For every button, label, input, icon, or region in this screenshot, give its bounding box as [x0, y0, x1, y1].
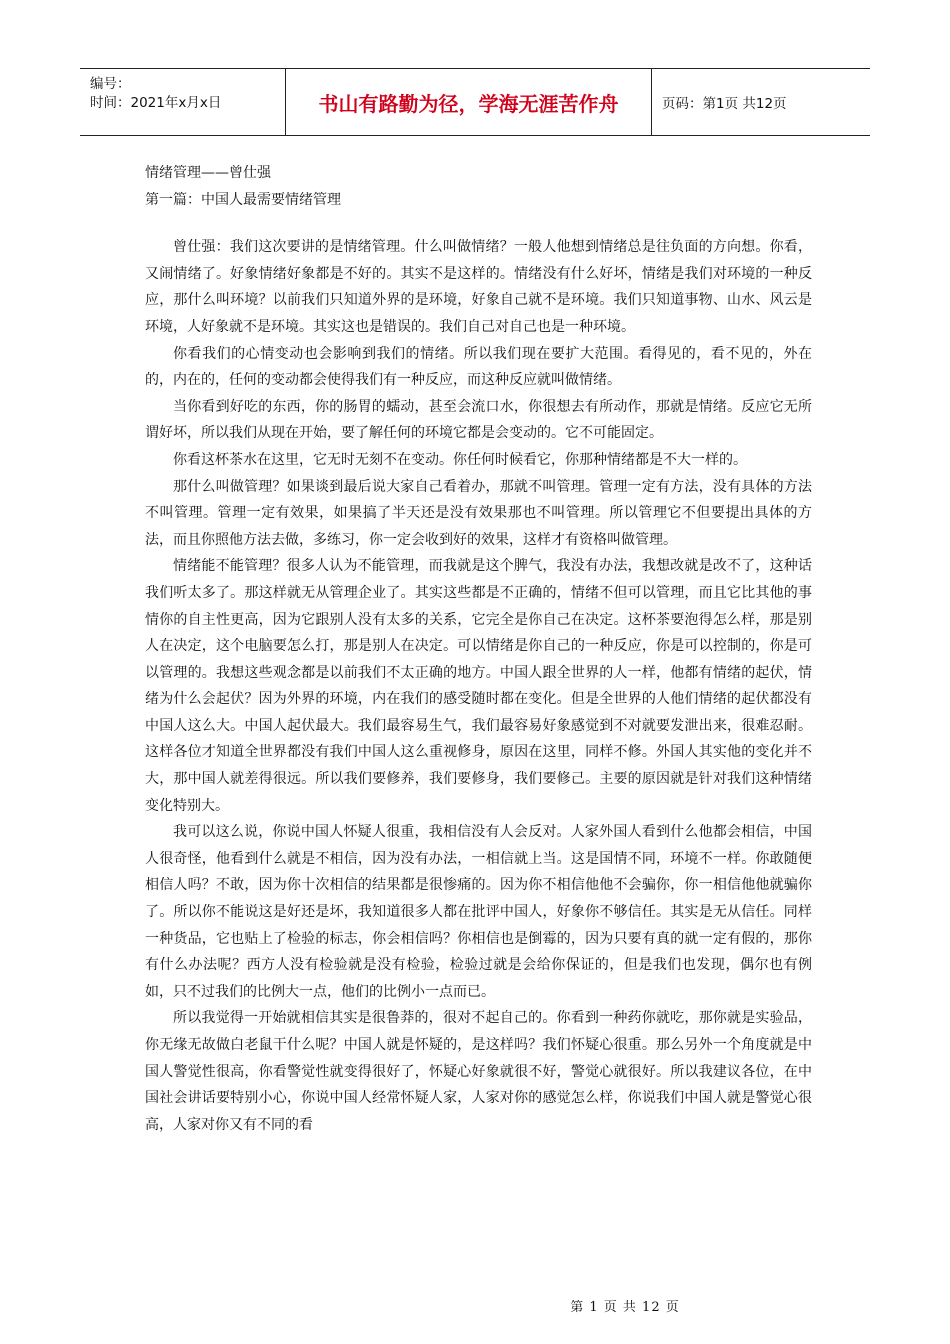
header-meta — [80, 69, 285, 135]
chapter-heading: 第一篇：中国人最需要情绪管理 — [145, 191, 341, 208]
paragraph: 情绪能不能管理？很多人认为不能管理，而我就是这个脾气，我没有办法，我想改就是改不了，这种话我们听太多了。那这样就无从管理企业了。其实这些都是不正确的，情绪不但可以管理，而且它比其他的事情你的自主性更高，因为它跟别人没有太多的关系，它完全是你自己在决定。这杯茶要泡得怎么样，那是别人在决定，这个电脑要怎么打，那是别人在决定。可以情绪是你自己的一种反应，你是可以控制的，你是可以管理的。我想这些观念都是以前我们不太正确的地方。中国人跟全世界的人一样，他都有情绪的起伏，情绪为什么会起伏？因为外界的环境，内在我们的感受随时都在变化。但是全世界的人他们情绪的起伏都没有中国人这么大。中国人起伏最大。我们最容易生气，我们最容易好象感觉到不对就要发泄出来，很难忍耐。这样各位才知道全世界都没有我们中国人这么重视修身，原因在这里，同样不修。外国人其实他的变化并不大，那中国人就差得很远。所以我们要修养，我们要修身，我们要修己。主要的原因就是针对我们这种情绪变化特别大。 — [145, 558, 812, 814]
paragraph: 我可以这么说，你说中国人怀疑人很重，我相信没有人会反对。人家外国人看到什么他都会相信，中国人很奇怪，他看到什么就是不相信，因为没有办法，一相信就上当。这是国情不同，环境不一样。你敢随便相信人吗？不敢，因为你十次相信的结果都是很惨痛的。因为你不相信他他不会骗你，你一相信他他就骗你了。所以你不能说这是好还是坏，我知道很多人都在批评中国人，好象你不够信任。其实是无从信任。同样一种货品，它也贴上了检验的标志，你会相信吗？你相信也是倒霉的，因为只要有真的就一定有假的，那你有什么办法呢？西方人没有检验就是没有检验，检验过就是会给你保证的，但是我们也发现，偶尔也有例如，只不过我们的比例大一点，他们的比例小一点而已。 — [145, 824, 812, 1000]
document-date-label: 时间：2021年x月x日 — [90, 95, 222, 111]
paragraph: 你看我们的心情变动也会影响到我们的情绪。所以我们现在要扩大范围。看得见的，看不见的，外在的，内在的，任何的变动都会使得我们有一种反应，而这种反应就叫做情绪。 — [145, 345, 812, 389]
document-title: 情绪管理——曾仕强 — [145, 165, 271, 181]
header-motto: 书山有路勤为径，学海无涯苦作舟 — [285, 69, 652, 135]
page-footer: 第 1 页 共 12 页 — [570, 1300, 680, 1315]
paragraph: 当你看到好吃的东西，你的肠胃的蠕动，甚至会流口水，你很想去有所动作，那就是情绪。反应它无所谓好坏，所以我们从现在开始，要了解任何的环境它都是会变动的。它不可能固定。 — [145, 398, 812, 442]
document-number-label: 编号： — [90, 76, 131, 92]
document-body — [145, 160, 812, 1138]
paragraph: 那什么叫做管理？如果谈到最后说大家自己看着办，那就不叫管理。管理一定有方法，没有具体的方法不叫管理。管理一定有效果，如果搞了半天还是没有效果那也不叫管理。所以管理它不但要提出具体的方法，而且你照他方法去做，多练习，你一定会收到好的效果，这样才有资格叫做管理。 — [145, 478, 812, 548]
page-header — [80, 68, 870, 136]
paragraph: 所以我觉得一开始就相信其实是很鲁莽的，很对不起自己的。你看到一种药你就吃，那你就是实验品，你无缘无故做白老鼠干什么呢？中国人就是怀疑的，是这样吗？我们怀疑心很重。那么另外一个角度就是中国人警觉性很高，你看警觉性就变得很好了，怀疑心好象就很不好，警觉心就很好。所以我建议各位，在中国社会讲话要特别小心，你说中国人经常怀疑人家，人家对你的感觉怎么样，你说我们中国人就是警觉心很高，人家对你又有不同的看 — [145, 1010, 812, 1133]
paragraph: 你看这杯茶水在这里，它无时无刻不在变动。你任何时候看它，你那种情绪都是不大一样的。 — [173, 451, 747, 468]
header-page-info: 页码：第1页 共12页 — [662, 96, 787, 112]
paragraph: 曾仕强：我们这次要讲的是情绪管理。什么叫做情绪？一般人他想到情绪总是往负面的方向想。你看，又闹情绪了。好象情绪好象都是不好的。其实不是这样的。情绪没有什么好坏，情绪是我们对环境的一种反应，那什么叫环境？以前我们只知道外界的是环境，好象自己就不是环境。我们只知道事物、山水、风云是环境，人好象就不是环境。其实这也是错误的。我们自己对自己也是一种环境。 — [145, 239, 812, 335]
